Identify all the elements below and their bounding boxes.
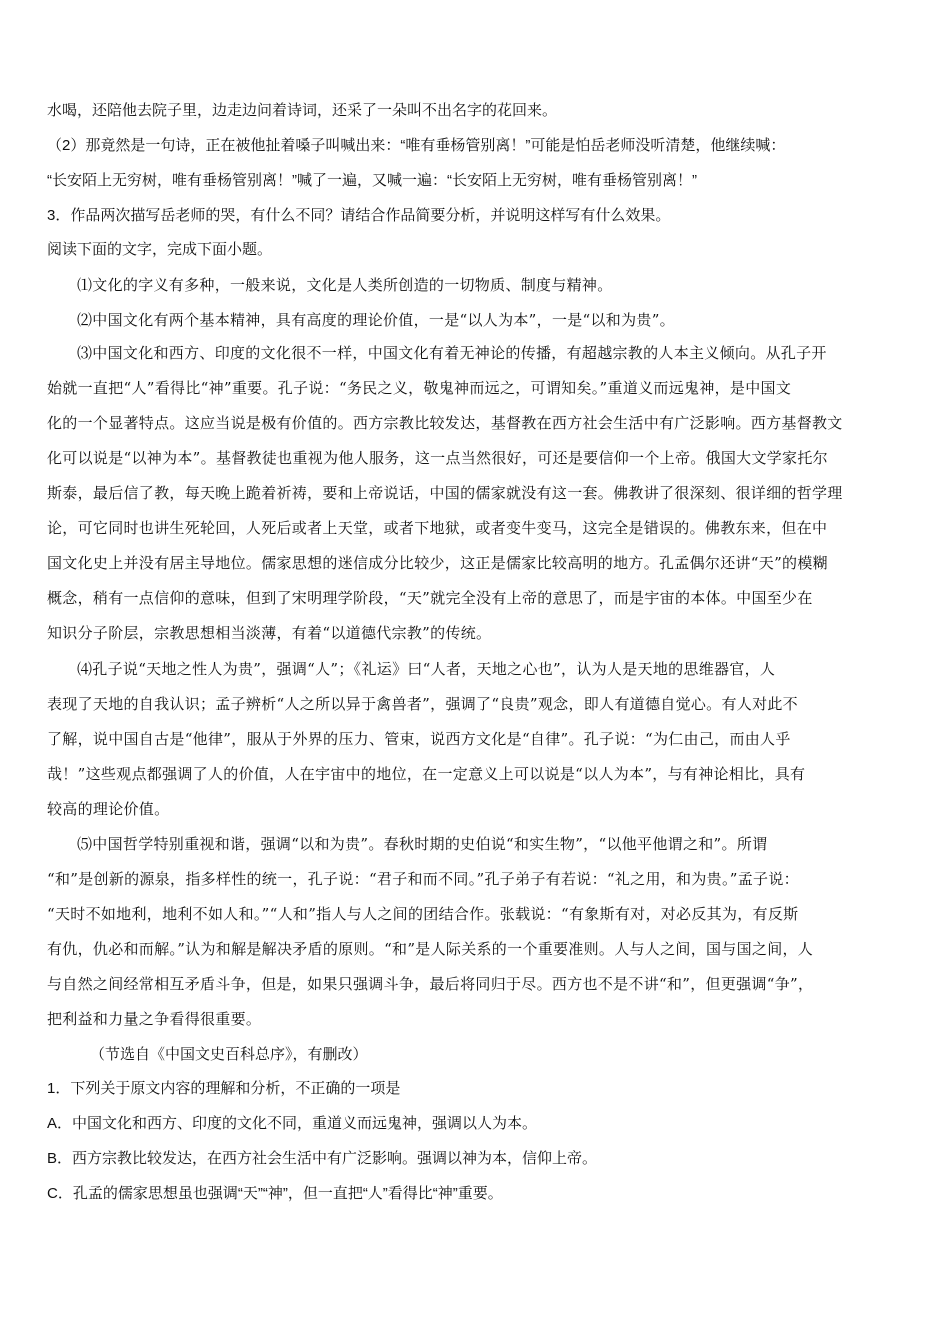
paragraph-5-line: “和”是创新的源泉，指多样性的统一，孔子说：“君子和而不同。”孔子弟子有若说：“礼之用，和为贵。”孟子说：	[47, 870, 799, 888]
text-line: 水喝，还陪他去院子里，边走边问着诗词，还采了一朵叫不出名字的花回来。	[47, 102, 558, 119]
paragraph-3-line: 化的一个显著特点。这应当说是极有价值的。西方宗教比较发达，基督教在西方社会生活中有广泛影响。西方基督教文	[47, 414, 843, 432]
paragraph-5-line: “天时不如地利，地利不如人和。”“人和”指人与人之间的团结合作。张载说：“有象斯有对，对必反其为，有反斯	[47, 905, 799, 923]
paragraph-3-line: 斯泰，最后信了教，每天晚上跪着祈祷，要和上帝说话，中国的儒家就没有这一套。佛教讲了很深刻、很详细的哲学理	[47, 484, 843, 502]
paragraph-5-line: ⑸中国哲学特别重视和谐，强调“以和为贵”。春秋时期的史伯说“和实生物”，“以他平他谓之和”。所谓	[77, 835, 768, 853]
source-note: （节选自《中国文史百科总序》，有删改）	[90, 1045, 368, 1063]
option-b: B．西方宗教比较发达，在西方社会生活中有广泛影响。强调以神为本，信仰上帝。	[47, 1150, 598, 1167]
option-c: C．孔孟的儒家思想虽也强调“天”“神”，但一直把“人”看得比“神”重要。	[47, 1185, 503, 1202]
paragraph-4-line: 表现了天地的自我认识；孟子辨析“人之所以异于禽兽者”，强调了“良贵”观念，即人有道德自觉心。有人对此不	[47, 695, 798, 713]
text-line: （2）那竟然是一句诗，正在被他扯着嗓子叫喊出来：“唯有垂杨管别离！”可能是怕岳老师没听清楚，他继续喊：	[47, 137, 786, 154]
paragraph-3-line: 国文化史上并没有居主导地位。儒家思想的迷信成分比较少，这正是儒家比较高明的地方。孔孟偶尔还讲“天”的模糊	[47, 554, 828, 572]
paragraph-3-line: 化可以说是“以神为本”。基督教徒也重视为他人服务，这一点当然很好，可还是要信仰一个上帝。俄国大文学家托尔	[47, 449, 828, 467]
question-3: 3．作品两次描写岳老师的哭，有什么不同？请结合作品简要分析，并说明这样写有什么效果。	[47, 207, 671, 224]
paragraph-5-line: 有仇，仇必和而解。”认为和解是解决矛盾的原则。“和”是人际关系的一个重要准则。人与人之间，国与国之间，人	[47, 940, 814, 958]
option-a: A．中国文化和西方、印度的文化不同，重道义而远鬼神，强调以人为本。	[47, 1115, 538, 1132]
question-1: 1．下列关于原文内容的理解和分析，不正确的一项是	[47, 1080, 401, 1097]
paragraph-3-line: 始就一直把“人”看得比“神”重要。孔子说：“务民之义，敬鬼神而远之，可谓知矣。”重道义而远鬼神，是中国文	[47, 379, 792, 397]
paragraph-2-line: ⑵中国文化有两个基本精神，具有高度的理论价值，一是“以人为本”，一是“以和为贵”。	[77, 311, 675, 329]
paragraph-3-line: ⑶中国文化和西方、印度的文化很不一样，中国文化有着无神论的传播，有超越宗教的人本主义倾向。从孔子开	[77, 344, 827, 362]
paragraph-5-line: 把利益和力量之争看得很重要。	[47, 1010, 262, 1028]
text-line: “长安陌上无穷树，唯有垂杨管别离！”喊了一遍，又喊一遍：“长安陌上无穷树，唯有垂杨管别离！”	[47, 172, 697, 189]
reading-instruction: 阅读下面的文字，完成下面小题。	[47, 241, 273, 258]
paragraph-4-line: 哉！”这些观点都强调了人的价值，人在宇宙中的地位，在一定意义上可以说是“以人为本”，与有神论相比，具有	[47, 765, 806, 783]
paragraph-5-line: 与自然之间经常相互矛盾斗争，但是，如果只强调斗争，最后将同归于尽。西方也不是不讲“和”，但更强调“争”，	[47, 975, 814, 993]
paragraph-3-line: 论，可它同时也讲生死轮回，人死后或者上天堂，或者下地狱，或者变牛变马，这完全是错误的。佛教东来，但在中	[47, 519, 828, 537]
paragraph-4-line: 较高的理论价值。	[47, 800, 170, 818]
paragraph-3-line: 知识分子阶层，宗教思想相当淡薄，有着“以道德代宗教”的传统。	[47, 624, 492, 642]
paragraph-4-line: 了解，说中国自古是“他律”，服从于外界的压力、管束，说西方文化是“自律”。孔子说：“为仁由己，而由人乎	[47, 730, 791, 748]
paragraph-1-line: ⑴文化的字义有多种，一般来说，文化是人类所创造的一切物质、制度与精神。	[77, 276, 613, 294]
paragraph-4-line: ⑷孔子说“天地之性人为贵”，强调“人”；《礼运》曰“人者，天地之心也”，认为人是天地的思维器官，人	[77, 660, 776, 678]
paragraph-3-line: 概念，稍有一点信仰的意味，但到了宋明理学阶段，“天”就完全没有上帝的意思了，而是宇宙的本体。中国至少在	[47, 589, 813, 607]
